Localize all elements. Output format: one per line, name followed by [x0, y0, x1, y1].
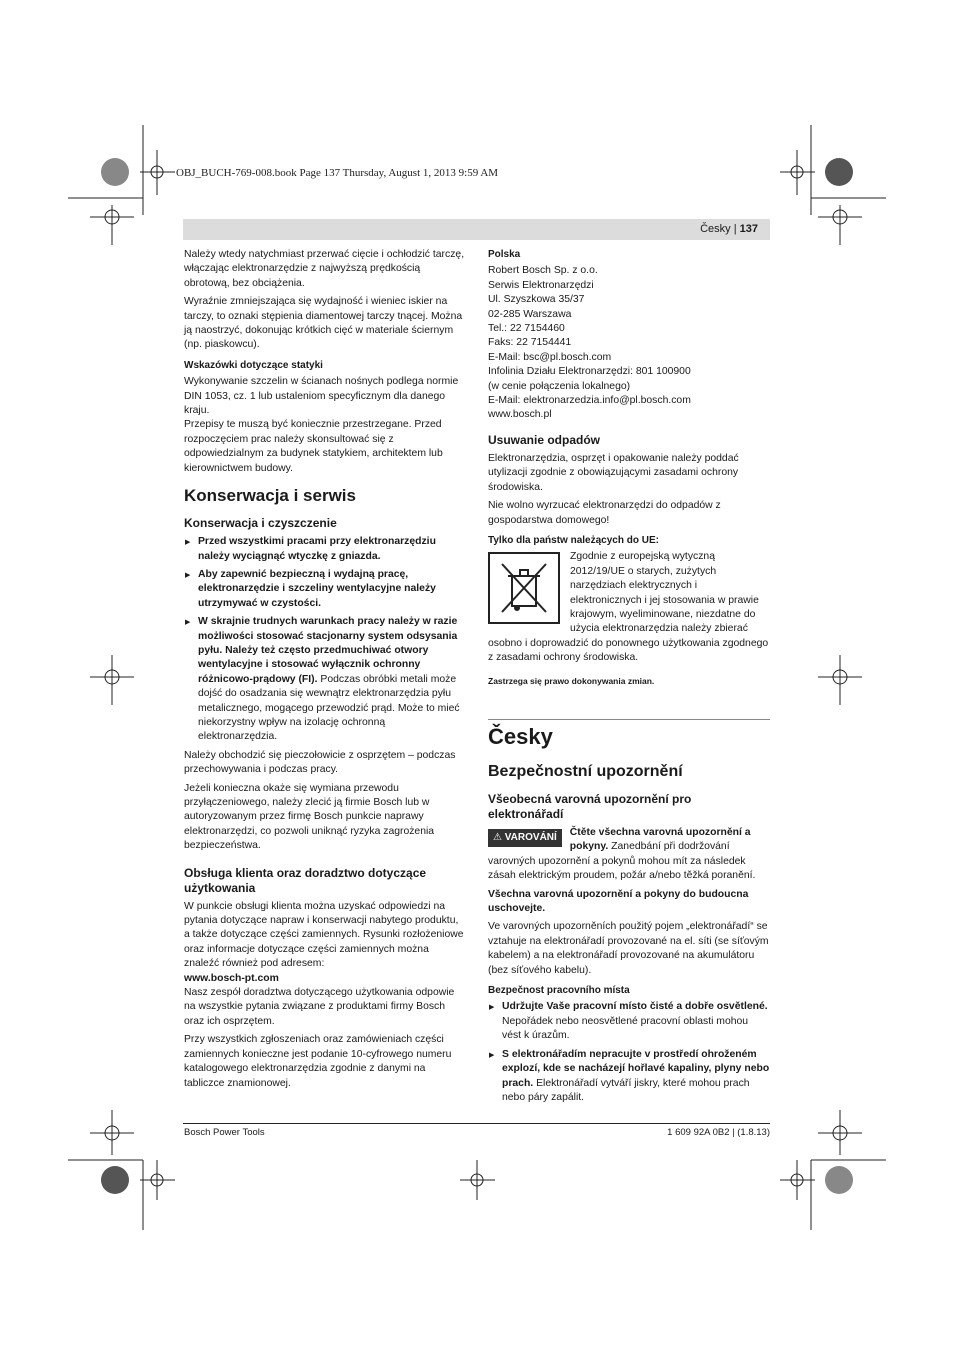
list-item-text: Elektronářadí vytváří jiskry, které mohou prach nebo páry zapálit.: [502, 1077, 750, 1103]
address-line: 02-285 Warszawa: [488, 308, 572, 320]
list-item-bold: Udržujte Vaše pracovní místo čisté a dobře osvětlené.: [502, 1001, 768, 1013]
header-section: Česky: [700, 223, 731, 235]
paragraph: Przepisy te muszą być koniecznie przestrzegane. Przed rozpoczęciem prac należy skonsultować się z odpowiedzialnym za budynek statykiem, architektem lub kierownictwem budowy.: [184, 419, 443, 474]
address-line: Faks: 22 7154441: [488, 337, 572, 349]
country-heading: Polska: [488, 249, 521, 260]
workplace-heading: Bezpečnost pracovního místa: [488, 985, 630, 997]
list-item-bold: W skrajnie trudnych warunkach pracy należy w razie możliwości stosować stacjonarny system odsysania pyłu. Należy też często przedmuchiwać otwory wentylacyjne i stosować wyłącznik ochronny różnicowo-prądowy (FI).: [198, 616, 458, 685]
language-title: Česky: [488, 724, 553, 749]
paragraph: W punkcie obsługi klienta można uzyskać odpowiedzi na pytania dotyczące napraw i konserwacji nabytego produktu, a także dotyczące części zamiennych. Rysunki rozłożeniowe oraz informacje dotyczące części zamiennych można znaleźć również pod adresem:: [184, 900, 464, 970]
list-item: ▶ Przed wszystkimi pracami przy elektronarzędziu należy wyciągnąć wtyczkę z gniazda.: [184, 535, 466, 564]
address-line: www.bosch.pl: [488, 409, 552, 421]
disposal-heading: Usuwanie odpadów: [488, 432, 601, 447]
print-line: OBJ_BUCH-769-008.book Page 137 Thursday, August 1, 2013 9:59 AM: [176, 167, 499, 179]
warning-bold: Čtěte všechna varovná upozornění a pokyny.: [569, 827, 751, 853]
left-column: [184, 248, 466, 1095]
eu-block: [488, 550, 770, 665]
list-item-text: Nepořádek nebo neosvětlené pracovní oblasti mohou vést k úrazům.: [502, 1015, 749, 1042]
address-line: E-Mail: elektronarzedzia.info@pl.bosch.com: [488, 395, 691, 407]
reserve-note: Zastrzega się prawo dokonywania zmian.: [488, 675, 655, 686]
paragraph: Nasz zespół doradztwa dotyczącego użytkowania odpowie na wszystkie pytania związane z produktami firmy Bosch oraz ich osprzętem.: [184, 987, 455, 1027]
section-title: Konserwacja i serwis: [184, 486, 356, 506]
footer-right: 1 609 92A 0B2 | (1.8.13): [667, 1127, 770, 1138]
paragraph: Všechna varovná upozornění a pokyny do budoucna uschovejte.: [488, 888, 749, 915]
paragraph: Wyraźnie zmniejszająca się wydajność i wieniec iskier na tarczy, to oznaki stępienia diamentowej tarczy tnącej. Można ją naostrzyć, dokonując krótkich cięć w materiale ściernym (np. piaskowcu).: [184, 296, 463, 351]
page-number: 137: [739, 223, 758, 235]
paragraph: Wykonywanie szczelin w ścianach nośnych podlega normie DIN 1053, cz. 1 lub ustaleniom specyficznym dla danego kraju.: [184, 376, 459, 417]
cleaning-heading: Konserwacja i czyszczenie: [184, 516, 337, 531]
website-link[interactable]: www.bosch-pt.com: [184, 972, 279, 984]
statics-heading: Wskazówki dotyczące statyki: [184, 359, 323, 371]
address-line: E-Mail: bsc@pl.bosch.com: [488, 351, 612, 363]
czech-section: [488, 724, 770, 1109]
paragraph: Ve varovných upozorněních použitý pojem „elektronářadí“ se vztahuje na elektronářadí provozované na el. síti (se síťovým kabelem) a na elektronářadí provozované na akumulátoru (bez síťového kabelu).: [488, 921, 769, 976]
safety-title: Bezpečnostní upozornění: [488, 763, 683, 780]
warning-badge: ⚠ VAROVÁNÍ: [488, 829, 562, 847]
address-line: Tel.: 22 7154460: [488, 323, 565, 335]
list-item: ▶ Aby zapewnić bezpieczną i wydajną pracę, elektronarzędzie i szczeliny wentylacyjne należy utrzymywać w czystości.: [184, 568, 466, 611]
weee-bin-icon: [488, 552, 560, 624]
paragraph: Jeżeli konieczna okaże się wymiana przewodu przyłączeniowego, należy zlecić ją firmie Bosch lub w autoryzowanym przez firmę Bosch punkcie naprawy elektronarzędzi, co pozwoli uniknąć ryzyka zagrożenia bezpieczeństwa.: [184, 782, 435, 852]
footer-rule: [183, 1123, 770, 1124]
list-item: [488, 1000, 770, 1043]
right-column: [488, 248, 770, 688]
address-line: Serwis Elektronarzędzi: [488, 279, 594, 291]
address-line: Ul. Szyszkowa 35/37: [488, 294, 585, 306]
paragraph: Należy obchodzić się pieczołowicie z osprzętem – podczas przechowywania i podczas pracy.: [184, 749, 456, 776]
list-item-bold: S elektronářadím nepracujte v prostředí ohroženém explozí, kde se nacházejí hořlavé kapaliny, plyny nebo prach.: [502, 1048, 770, 1089]
warning-label: VAROVÁNÍ: [504, 832, 557, 843]
address-block: [488, 264, 770, 422]
eu-heading: Tylko dla państw należących do UE:: [488, 534, 659, 546]
warning-text: Zanedbání při dodržování varovných upozornění a pokynů mohou mít za následek zásah elektrickým proudem, požár a/nebo těžká poranění.: [488, 841, 756, 882]
list-item: [488, 1048, 770, 1106]
list-item: [184, 615, 466, 745]
footer-left: Bosch Power Tools: [184, 1127, 265, 1138]
paragraph: Nie wolno wyrzucać elektronarzędzi do odpadów z gospodarstwa domowego!: [488, 500, 721, 526]
address-line: Infolinia Działu Elektronarzędzi: 801 100900: [488, 366, 691, 378]
paragraph: Elektronarzędzia, osprzęt i opakowanie należy poddać utylizacji zgodnie z obowiązującymi zasadami ochrony środowiska.: [488, 452, 739, 493]
page-header: Česky | 137: [183, 219, 770, 240]
paragraph: Przy wszystkich zgłoszeniach oraz zamówieniach części zamiennych konieczne jest podanie 10-cyfrowego numeru katalogowego elektronarzędzia zgodnie z danymi na tabliczce znamionowej.: [184, 1034, 452, 1089]
language-divider: [488, 719, 770, 720]
customer-heading: Obsługa klienta oraz doradztwo dotyczące użytkowania: [184, 865, 427, 895]
general-heading: Všeobecná varovná upozornění pro elektronářadí: [488, 792, 692, 821]
paragraph: Należy wtedy natychmiast przerwać cięcie i ochłodzić tarczę, włączając elektronarzędzie z najwyższą prędkością obrotową, bez obciążenia.: [184, 249, 465, 289]
list-item-text: Podczas obróbki metali może dojść do osadzania się wewnątrz elektronarzędzia pyłu metalicznego, mogącego przewodzić prąd. Może to mieć niekorzystny wpływ na izolację ochronną elektronarzędzia.: [198, 673, 460, 743]
paragraph: Zgodnie z europejską wytyczną 2012/19/UE o starych, zużytych narzędziach elektrycznych i elektronicznych i jej stosowania w prawie krajowym, wyeliminowane, niezdatne do użycia elektronarzędzia należy zbierać osobno i doprowadzić do ponownego użytkowania zgodnego z zasadami ochrony środowiska.: [488, 551, 769, 664]
address-line: Robert Bosch Sp. z o.o.: [488, 265, 598, 277]
warning-block: [488, 826, 770, 884]
address-line: (w cenie połączenia lokalnego): [488, 380, 631, 392]
